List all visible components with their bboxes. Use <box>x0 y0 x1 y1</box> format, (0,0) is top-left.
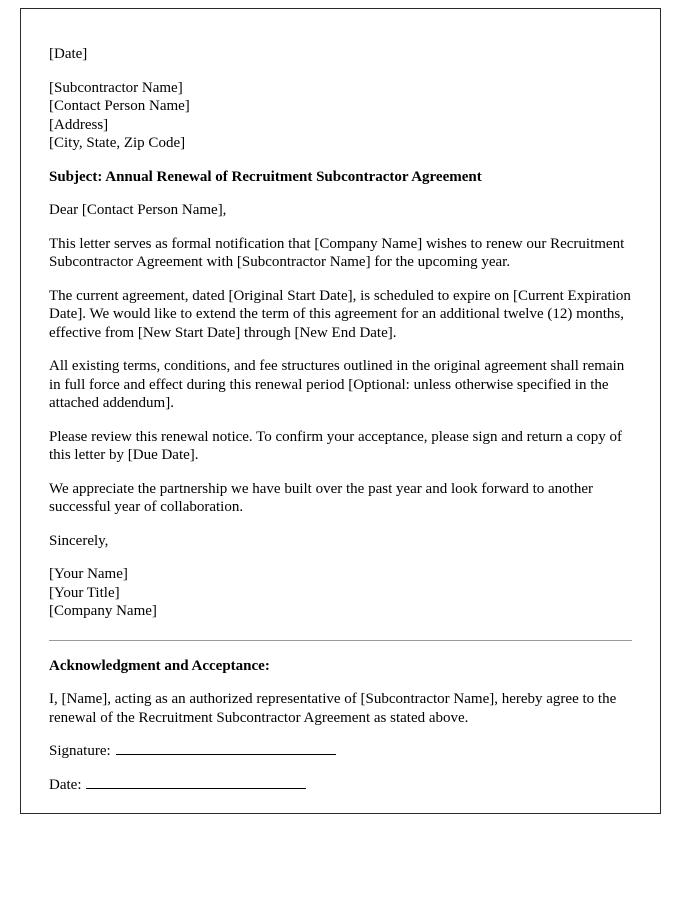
letter-document <box>20 8 661 814</box>
date-blank <box>86 776 306 789</box>
body-paragraph-5: We appreciate the partnership we have built over the past year and look forward to another successful year of collaboration. <box>49 480 593 515</box>
recipient-block <box>49 79 632 153</box>
body-paragraph-1: This letter serves as formal notification that [Company Name] wishes to renew our Recruitment Subcontractor Agreement with [Subcontractor Name] for the upcoming year. <box>49 235 625 270</box>
recipient-line-address: [Address] <box>49 116 109 133</box>
subject-line: Subject: Annual Renewal of Recruitment Subcontractor Agreement <box>49 168 482 185</box>
signature-label: Signature: <box>49 743 111 759</box>
date-label: Date: <box>49 776 82 793</box>
recipient-line-city: [City, State, Zip Code] <box>49 135 186 151</box>
date-placeholder: [Date] <box>49 46 88 62</box>
section-divider <box>49 640 632 641</box>
signature-name: [Your Name] <box>49 566 128 582</box>
body-paragraph-4: Please review this renewal notice. To confirm your acceptance, please sign and return a copy of this letter by [Due Date]. <box>49 428 623 463</box>
salutation: Dear [Contact Person Name], <box>49 202 227 218</box>
body-paragraph-2: The current agreement, dated [Original Start Date], is scheduled to expire on [Current Expiration Date]. We would like to extend the term of this agreement for an additional twelve (12) months, effective from [New Start Date] through [New End Date]. <box>49 287 631 341</box>
acknowledgment-body: I, [Name], acting as an authorized representative of [Subcontractor Name], hereby agree to the renewal of the Recruitment Subcontractor Agreement as stated above. <box>49 691 617 726</box>
acknowledgment-heading: Acknowledgment and Acceptance: <box>49 657 270 674</box>
signature-block <box>49 565 632 621</box>
recipient-line-contact: [Contact Person Name] <box>49 98 190 114</box>
date-row <box>49 776 632 795</box>
recipient-line-name: [Subcontractor Name] <box>49 79 183 96</box>
signature-row <box>49 742 632 761</box>
closing: Sincerely, <box>49 532 109 549</box>
signature-title: [Your Title] <box>49 584 120 601</box>
body-paragraph-3: All existing terms, conditions, and fee structures outlined in the original agreement shall remain in full force and effect during this renewal period [Optional: unless otherwise specified in the attached addendum]. <box>49 358 625 411</box>
signature-company: [Company Name] <box>49 603 157 619</box>
signature-blank <box>116 742 336 755</box>
